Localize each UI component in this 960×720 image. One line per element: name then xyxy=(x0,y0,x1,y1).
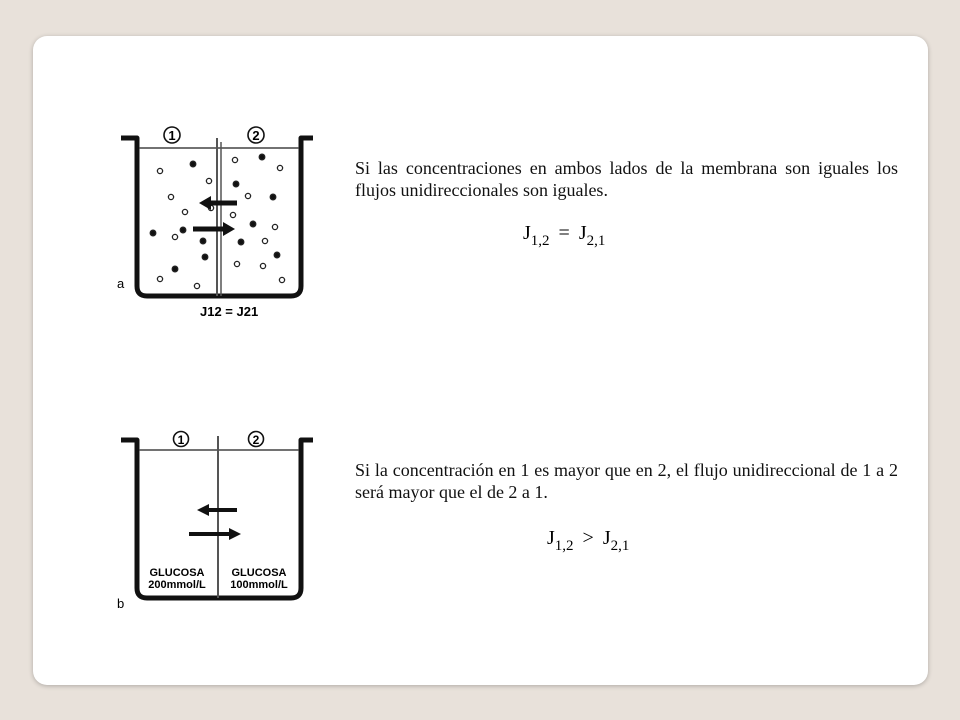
eq1-rhs-sub: 2,1 xyxy=(586,233,606,249)
diagram-a-letter: a xyxy=(117,276,125,291)
side-2-label: 2 xyxy=(252,433,260,447)
equation-equal-fluxes xyxy=(523,222,606,249)
particles-right xyxy=(230,154,284,282)
diagram-b-glucose-gradient xyxy=(115,430,315,620)
side-2-label: 2 xyxy=(252,128,260,143)
beaker-a xyxy=(115,124,315,324)
eq2-lhs-sub: 1,2 xyxy=(554,538,574,554)
eq1-lhs: J xyxy=(523,222,531,244)
paragraph-higher-concentration: Si la concentración en 1 es mayor que en 2, el flujo unidireccional de 1 a 2 será mayor que el de 2 a 1. xyxy=(355,460,898,502)
eq2-rhs-sub: 2,1 xyxy=(610,538,630,554)
particles-left xyxy=(150,161,213,288)
eq1-operator: = xyxy=(558,222,570,244)
eq2-operator: > xyxy=(582,527,594,549)
arrow-right-icon xyxy=(223,222,235,236)
eq1-lhs-sub: 1,2 xyxy=(530,233,550,249)
arrow-right-icon xyxy=(229,528,241,540)
left-concentration-name: GLUCOSA xyxy=(149,567,205,579)
right-concentration-name: GLUCOSA xyxy=(231,567,287,579)
arrow-left-icon xyxy=(199,196,211,210)
eq1-rhs: J xyxy=(578,222,587,244)
slide xyxy=(33,36,928,685)
diagram-b-letter: b xyxy=(117,596,125,611)
beaker-b xyxy=(115,430,315,620)
arrow-left-icon xyxy=(197,504,209,516)
side-1-label: 1 xyxy=(177,433,185,447)
flux-arrows xyxy=(189,504,241,540)
left-concentration-value: 200mmol/L xyxy=(148,579,206,591)
paragraph-equal-concentrations: Si las concentraciones en ambos lados de la membrana son iguales los flujos unidireccionales son iguales. xyxy=(355,158,898,200)
eq2-rhs: J xyxy=(602,527,611,549)
diagram-a-equal-concentrations xyxy=(115,124,315,324)
flux-caption-a: J12 = J21 xyxy=(200,304,259,319)
equation-greater-flux xyxy=(547,527,630,554)
right-concentration-value: 100mmol/L xyxy=(230,579,288,591)
eq2-lhs: J xyxy=(547,527,555,549)
side-1-label: 1 xyxy=(168,128,176,143)
